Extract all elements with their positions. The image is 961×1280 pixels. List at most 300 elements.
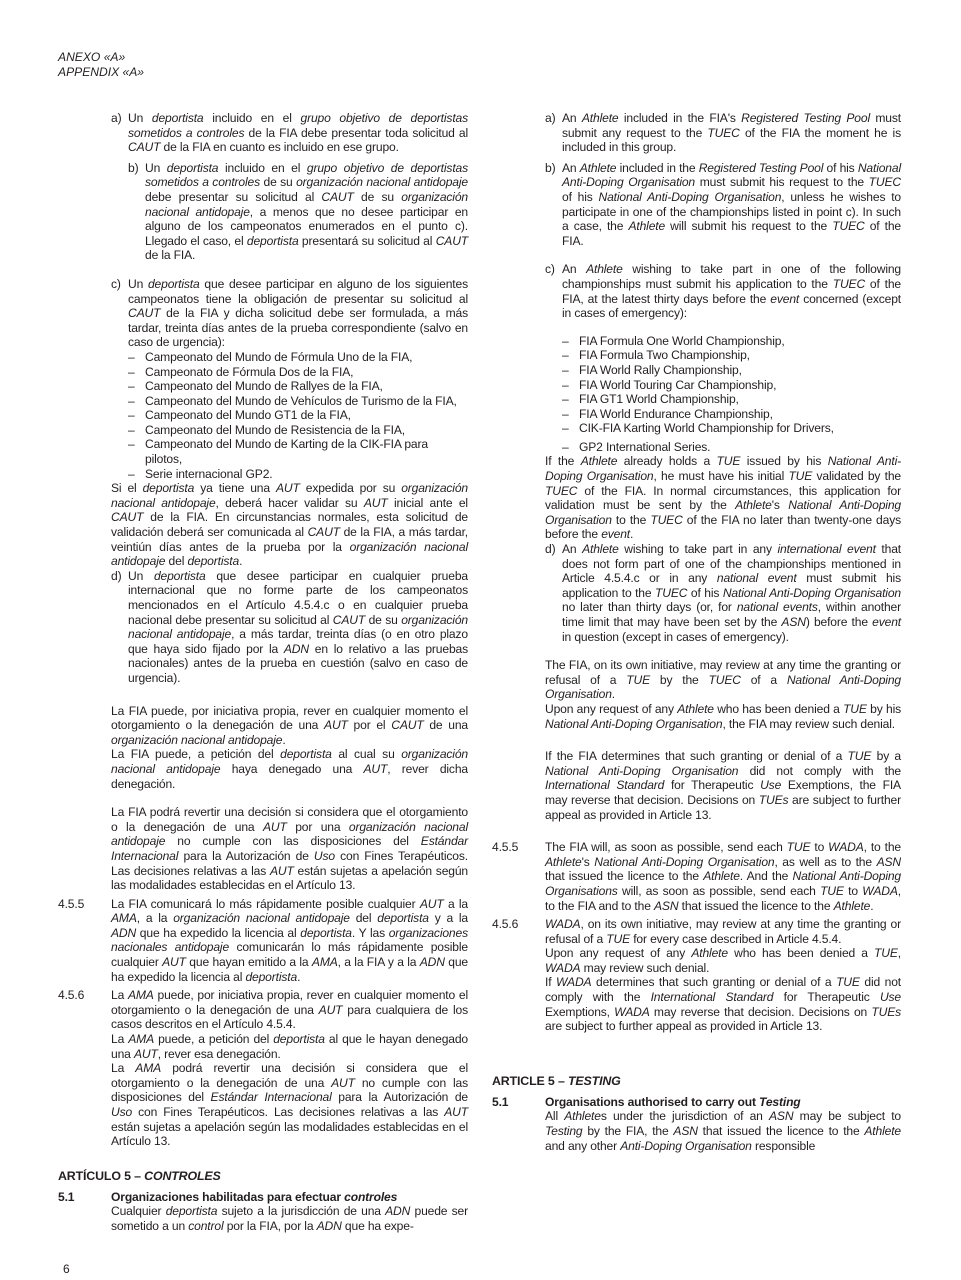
es-validation-paragraph [111,481,468,569]
item-text [562,111,901,155]
text-run: that issued the licence to the [545,869,704,884]
text-run: del [165,554,188,569]
italic-term: deportista [147,276,200,291]
italic-term: ADN [419,955,445,970]
italic-term: Athlete [580,454,618,469]
es-section-4-5-6 [58,988,468,1149]
text-run: by a [871,749,901,764]
italic-term: TUE [843,701,867,716]
text-run: incluido en el [218,160,307,175]
text-run: puede, por iniciativa propia, rever en cualquier momento el otorgamiento o la denegación de una [111,988,468,1017]
item-text [128,569,468,686]
list-item [111,350,468,365]
italic-term: CAUT [128,306,161,321]
text-run: están sujetas a apelación según las modalidades establecidas en el Artículo 13. [111,1119,468,1149]
italic-term: Athlete [628,219,666,234]
italic-term: event [770,291,800,306]
en-item-c [545,262,901,320]
italic-term: WADA [614,1004,650,1019]
italic-term: National Anti-Doping Organisation [545,716,723,731]
text-run: for Therapeutic [664,778,761,793]
text-run: no cumple con las disposiciones del [111,1075,468,1105]
text-run: . [870,898,874,913]
italic-term: organización nacional antidopaje [173,911,350,926]
italic-term: TUEs [758,792,789,807]
italic-term: deportista [246,233,299,248]
paragraph [111,988,468,1032]
dash-bullet: – [562,439,569,454]
text-run: of his [687,585,723,600]
italic-term: TUEC [650,512,683,527]
es-item-a [111,111,468,155]
es-reverse-paragraph [111,805,468,893]
dash-bullet: – [562,406,569,421]
italic-term: CAUT [128,140,161,155]
text-run: , a menos que no desee participar en alguno de los campeonatos enumerados en el punto c). Llegado el caso, el [145,204,468,248]
text-run: a la [443,896,469,911]
dash-bullet: – [128,364,135,379]
italic-term: National Anti-Doping Organisation [594,854,775,869]
text-run: que hayan emitido a la [185,955,312,970]
text-run: validated by the [812,469,901,484]
italic-term: National Anti-Doping Organisation [545,498,901,527]
text-run: no later than thirty days (or, for [562,600,737,615]
text-run: , deberá hacer validar su [215,495,364,510]
dash-bullet: – [562,348,569,363]
text-run: para cualquiera de los casos descritos en el Artículo 4.5.4. [111,1002,468,1032]
italic-term: Athlete [833,898,871,913]
text-run: If [545,975,556,990]
text-run: that issued the licence to the [697,1124,865,1139]
text-run: ARTICLE 5 – [492,1073,568,1088]
paragraph [111,747,468,791]
en-championship-list [545,334,901,436]
italic-term: AUT [275,481,300,496]
text-run: La FIA podrá revertir una decisión si considera que el otorgamiento o la denegación de una [111,805,468,834]
text-run: y a la [428,911,469,926]
italic-term: AUT [262,819,287,834]
en-validation-paragraph [545,454,901,542]
list-item-text: Campeonato del Mundo de Fórmula Uno de la FIA, [145,349,413,364]
italic-term: ADN [283,641,309,656]
text-run: Un [128,276,148,291]
section-number: 4.5.5 [492,840,519,855]
list-item-text: Campeonato del Mundo de Vehículos de Turismo de la FIA, [145,393,457,408]
italic-term: deportista [153,568,206,583]
text-run: para la Autorización de [178,848,314,863]
item-label: a) [111,111,122,125]
italic-term: Anti-Doping Organisation [620,1138,752,1153]
italic-term: TUEC [655,585,688,600]
text-run: La FIA puede, a petición del [111,747,281,762]
text-run: and any other [545,1138,621,1153]
italic-term: ASN [769,1109,794,1124]
italic-term: National Anti-Doping Organisation [562,160,901,190]
paragraph [545,975,901,1033]
italic-term: Athlete [582,542,619,557]
text-run: inicial ante el [387,495,468,510]
italic-term: organización nacional antidopaje [128,612,468,642]
text-run: by the FIA, the [582,1124,674,1139]
text-run: por una [286,819,349,834]
dash-bullet: – [562,377,569,392]
italic-term: CAUT [321,189,354,204]
text-run: by the [650,672,709,687]
section-number: 5.1 [492,1094,509,1109]
paragraph [545,840,901,913]
text-run: , to the [863,840,901,855]
text-run: to [810,840,829,855]
text-run: Un [145,160,167,175]
italic-term: Athlete [864,1124,901,1139]
text-run: , a la [136,911,174,926]
italic-term: ASN [876,854,901,869]
text-run: que desee participar en alguno de los siguientes campeonatos tiene la obligación de presentar su solicitud al [128,276,468,306]
italic-term: Athlete [564,1109,601,1124]
list-item [545,334,901,349]
text-run: puede, a petición del [154,1032,274,1047]
italic-term: CONTROLES [144,1168,221,1183]
italic-term: CAUT [332,612,366,627]
en-item-b [545,161,901,249]
text-run: incluido en el [203,111,301,125]
section-title [545,1095,901,1110]
list-item-text: FIA Formula Two Championship, [579,348,750,363]
italic-term: TESTING [568,1073,621,1088]
item-text [562,161,901,249]
text-run: If the FIA determines that such granting or denial of a [545,749,848,764]
italic-term: AMA [135,1061,162,1076]
paragraph [545,946,901,975]
italic-term: organizaciones nacionales antidopaje [111,925,468,955]
italic-term: Athlete [677,701,714,716]
italic-term: National Anti-Doping Organisation [545,672,901,702]
en-article-heading [492,1074,901,1089]
list-item [545,363,901,378]
italic-term: organización nacional antidopaje [111,732,283,747]
text-run: wishing to take part in any [618,542,778,557]
italic-term: organización nacional antidopaje [296,175,468,190]
text-run: may review such denial. [580,960,710,975]
text-run: by his [866,701,901,716]
en-section-5-1 [492,1095,901,1153]
text-run: de su [365,612,402,627]
text-run: de la FIA y dicha solicitud debe ser formulada, a más tardar, treinta días antes de la prueba correspondiente (salvo en caso de urgencia): [128,306,468,350]
text-run: , unless he wishes to participate in one of the championships listed in point c). In such a case, the [562,189,901,234]
dash-bullet: – [128,349,135,364]
en-section-4-5-6 [492,917,901,1034]
paragraph [111,897,468,985]
italic-term: Registered Testing Pool [741,111,870,125]
italic-term: AUT [162,955,186,970]
text-run: por la FIA, por la [223,1218,317,1233]
list-item [111,437,468,466]
text-run: that does not form part of one of the championships mentioned in Article 4.5.4.c or in any [562,542,901,586]
italic-term: WADA [555,975,592,990]
italic-term: National Anti-Doping Organisation [545,454,902,484]
italic-term: National Anti-Doping Organisation [598,189,782,204]
section-number: 4.5.6 [58,988,85,1003]
text-run: con Fines Terapéuticos. Las decisiones relativas a las [132,1105,445,1119]
list-item [545,392,901,407]
list-item-text: FIA Formula One World Championship, [579,333,785,348]
text-run: did not comply with the [545,975,901,1005]
italic-term: CAUT [307,525,340,540]
list-item-text: Campeonato de Fórmula Dos de la FIA, [145,364,354,379]
text-run: An [562,542,583,557]
italic-term: TUE [788,469,813,484]
text-run: , [897,946,901,961]
list-item-text: GP2 International Series. [579,439,711,454]
text-run: to the [611,512,651,527]
italic-term: CAUT [391,718,424,733]
list-item-text: FIA World Rally Championship, [579,362,742,377]
es-championship-list [111,350,468,481]
text-run: están sujetas a apelación según las modalidades establecidas en el Artículo 13. [111,863,468,893]
paragraph [545,917,901,946]
italic-term: national event [716,571,797,586]
italic-term: deportista [166,160,219,175]
italic-term: TUEC [708,672,741,687]
text-run: , he must have his initial [653,469,789,484]
italic-term: AUT [419,896,444,911]
text-run: of the FIA the moment he is included in this group. [562,125,901,155]
text-run: puede ser sometido a un [111,1204,468,1233]
text-run: . Y las [351,925,389,940]
italic-term: Athlete [735,498,772,513]
paragraph [545,702,901,731]
page-number: 6 [63,1261,70,1276]
text-run: An [562,160,580,175]
italic-term: TUEC [707,125,740,140]
list-item-text: FIA World Touring Car Championship, [579,377,777,392]
text-run: in question (except in cases of emergency). [562,629,789,644]
text-run: , rever esa denegación. [157,1046,281,1061]
dash-bullet: – [562,333,569,348]
text-run: podrá revertir una decisión si considera que el otorgamiento o la denegación de una [111,1061,468,1090]
italic-term: grupo objetivo de deportistas sometidos a controles [145,160,468,190]
text-run: La [111,1061,136,1076]
list-item-text: FIA World Endurance Championship, [579,406,773,421]
text-run: sujeto a la jurisdicción de una [217,1204,386,1219]
text-run: included in the [616,160,699,175]
en-item-d [545,542,901,644]
italic-term: Athlete [703,869,740,884]
english-column [492,111,901,1153]
text-run: , rever dicha denegación. [111,761,468,791]
en-review-paragraphs [545,658,901,731]
list-item-text: Campeonato del Mundo de Resistencia de la FIA, [145,422,405,437]
italic-term: ADN [111,925,137,940]
italic-term: grupo objetivo de deportistas sometidos a controles [128,111,468,140]
list-item [111,394,468,409]
text-run: en lo relativo a las pruebas nacionales) antes de la prueba en cuestión (salvo en caso de urgencia). [128,641,468,685]
text-run: responsible [751,1138,816,1153]
italic-term: Use [760,778,782,793]
dash-bullet: – [562,362,569,377]
text-run: may reverse that decision. Decisions on [649,1004,872,1019]
section-number: 5.1 [58,1189,75,1204]
text-run: de su [260,175,297,190]
italic-term: Athlete [586,262,623,277]
list-item [545,440,901,455]
paragraph [111,1061,468,1149]
italic-term: AMA [127,988,154,1003]
italic-term: WADA [545,917,581,932]
italic-term: AUT [363,495,388,510]
italic-term: ASN [673,1124,698,1139]
italic-term: International Standard [650,990,774,1005]
text-run: del [349,911,378,926]
text-run: The FIA, on its own initiative, may review at any time the granting or refusal of a [545,658,901,687]
list-item-text: Campeonato del Mundo GT1 de la FIA, [145,408,351,423]
dash-bullet: – [128,379,135,394]
italic-term: TUEC [832,276,866,291]
italic-term: ASN [781,615,806,629]
en-reverse-paragraph [545,749,901,822]
es-section-4-5-5 [58,897,468,985]
italic-term: event [872,615,901,629]
italic-term: AUT [331,1075,355,1090]
italic-term: deportista [187,554,240,569]
italic-term: Use [879,990,901,1005]
section-number: 4.5.5 [58,896,85,911]
text-run: , to the FIA and to the [545,883,901,913]
text-run: que ha expedido la licencia al [136,925,301,940]
text-run: are subject to further appeal as provided in Article 13. [545,792,901,822]
dash-bullet: – [128,437,135,452]
text-run: Organisations authorised to carry out [545,1094,760,1109]
en-championship-list-last [545,440,901,455]
text-run: que ha expedido la licencia al [111,955,468,984]
text-run: La FIA comunicará lo más rápidamente posible cualquier [111,896,420,911]
text-run: that issued the licence to the [678,898,834,913]
text-run: que ha expe- [341,1218,414,1233]
text-run: did not comply with the [738,763,901,778]
italic-term: TUE [626,672,651,687]
text-run: que desee participar en cualquier prueba internacional que no forme parte de los campeonatos mencionados en el Artículo 4.5.4.c o en cualquier prueba nacional debe presentar su solicitud al [128,568,468,627]
text-run: Un [128,111,152,125]
italic-term: Estándar Internacional [210,1090,332,1105]
es-item-c [111,277,468,350]
italic-term: ASN [653,898,679,913]
italic-term: organización nacional antidopaje [111,819,468,849]
italic-term: deportista [280,747,332,762]
italic-term: deportista [151,111,204,125]
paragraph [545,658,901,702]
italic-term: AUT [133,1046,158,1061]
paragraph [545,749,901,822]
item-label: a) [545,111,556,125]
italic-term: TUE [716,454,741,469]
text-run: If the [545,454,581,469]
italic-term: TUE [820,883,844,898]
italic-term: national events [736,600,818,615]
text-run: La [111,988,128,1003]
text-run: ya tiene una [194,481,276,496]
italic-term: organización nacional antidopaje [111,747,468,776]
text-run: 's [581,854,595,869]
text-run: who has been denied a [727,946,875,961]
text-run: of the FIA. [562,219,901,248]
text-run: Upon any request of any [545,701,678,716]
text-run: are subject to further appeal as provided in Article 13. [545,1019,823,1034]
section-title [111,1190,468,1205]
item-text [562,542,901,644]
text-run: de su [353,189,402,204]
italic-term: deportista [300,925,352,940]
text-run: . [630,527,634,542]
text-run: por el [347,718,392,733]
page-header [58,50,144,79]
text-run: already holds a [617,454,717,469]
text-run: , a más tardar, treinta días (o en otro plazo que haya sido fijado por la [128,627,468,656]
text-run: of a [740,672,787,687]
paragraph [111,1032,468,1061]
text-run: of the FIA. In normal circumstances, this application for validation must be sent by the [545,483,901,513]
text-run: debe presentar su solicitud al [145,189,322,204]
text-run: al cual su [331,747,402,762]
text-run: of the FIA, at the latest thirty days before the [562,276,901,306]
text-run: ARTÍCULO 5 – [58,1168,145,1183]
dash-bullet: – [128,422,135,437]
italic-term: Athlete [581,111,619,125]
list-item [545,378,901,393]
text-run: . [297,969,301,984]
italic-term: controles [344,1189,398,1204]
es-review-paragraphs [111,704,468,792]
text-run: con Fines Terapéuticos. Las decisiones relativas a las [111,848,468,878]
list-item-text: Campeonato del Mundo de Karting de la CIK-FIA para pilotos, [145,437,428,467]
text-run: Un [128,568,154,583]
text-run: for Therapeutic [773,990,880,1005]
text-run: presentará su solicitud al [298,233,436,248]
list-item [111,408,468,423]
text-run: will, as soon as possible, send each [617,883,821,898]
text-run: , on its own initiative, may review at any time the granting or refusal of a [545,917,901,946]
text-run: La FIA puede, por iniciativa propia, rever en cualquier momento el otorgamiento o la denegación de una [111,703,468,733]
italic-term: organización nacional antidopaje [111,539,468,569]
dash-bullet: – [128,466,135,481]
italic-term: ADN [316,1218,342,1233]
es-item-d [111,569,468,686]
italic-term: deportista [273,1032,325,1047]
text-run: expedida por su [299,481,402,496]
text-run: al que le hayan denegado una [111,1032,469,1061]
italic-term: International Standard [545,778,665,793]
item-text [145,161,468,263]
text-run: included in the FIA's [618,111,742,125]
italic-term: National Anti-Doping Organisation [545,763,739,778]
text-run: 's [771,498,789,513]
spanish-column [58,111,468,1276]
item-text [128,111,468,155]
item-text [128,277,468,350]
italic-term: organización nacional antidopaje [145,189,468,219]
header-appendix-en: APPENDIX «A» [58,64,145,79]
text-run: de la FIA. [145,248,196,263]
text-run: , a la FIA y a la [337,955,420,970]
es-item-b [128,161,468,263]
italic-term: TUEC [832,219,865,234]
paragraph [111,1204,468,1233]
paragraph [111,805,468,893]
text-run: de una [423,718,468,733]
italic-term: Testing [545,1124,583,1139]
list-item [111,467,468,482]
list-item-text: CIK-FIA Karting World Championship for Drivers, [579,421,834,436]
text-run: must submit his application to the [562,571,901,600]
